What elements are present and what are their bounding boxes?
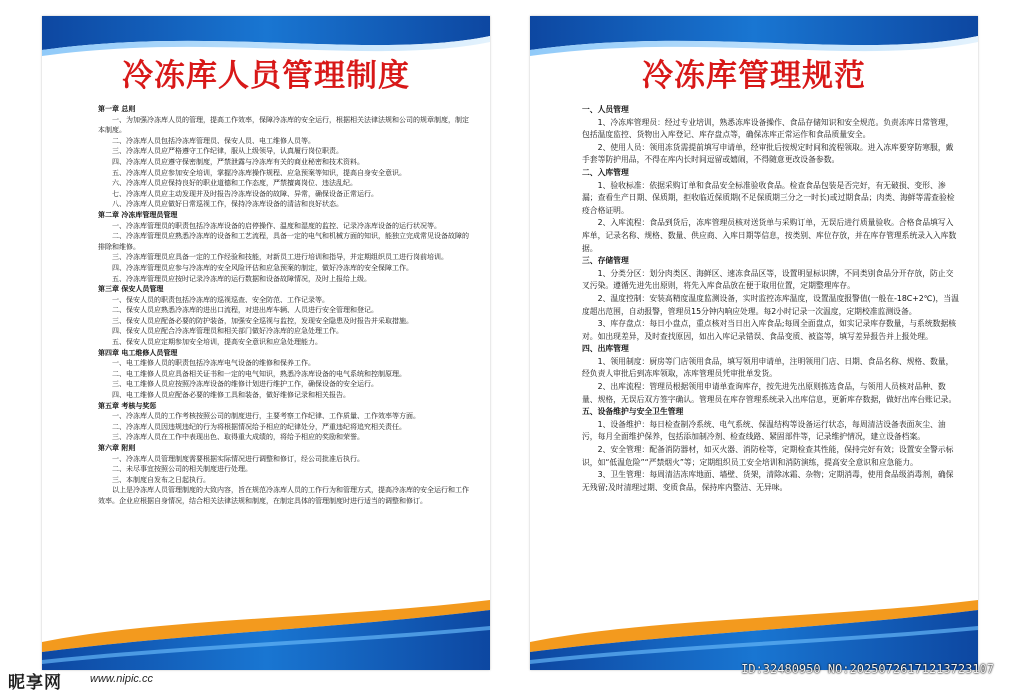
paragraph: 一、为加强冷冻库人员的管理，提高工作效率，保障冷冻库的安全运行，根据相关法律法规和公司的规章制度，制定本制度。 xyxy=(98,115,469,135)
watermark-url: www.nipic.cc xyxy=(90,673,153,685)
paragraph: 一、冷冻库人员管理制度需要根据实际情况进行调整和修订，经公司批准后执行。 xyxy=(112,454,364,463)
paragraph: 六、冷冻库人员应保持良好的职业道德和工作态度，严禁擅离岗位、违法乱纪。 xyxy=(112,179,357,188)
paragraph: 2、出库流程：管理员根据领用申请单查询库存，按先进先出原则拣选食品，与领用人员核对品种、数量、规格，无误后双方签字确认。管理员在库存管理系统录入出库信息，更新库存数据，做好出库台账记录。 xyxy=(582,382,957,404)
paragraph: 二、冷冻库人员因违规违纪的行为将根据情况给予相应的纪律处分，严重违纪将追究相关责任。 xyxy=(112,422,406,431)
paragraph: 二、冷冻库管理员应熟悉冷冻库的设备和工艺流程，具备一定的电气和机械方面的知识，能独立完成常见设备故障的排除和维修。 xyxy=(98,232,469,251)
paragraph: 2、入库流程：食品到货后，冻库管理员核对送货单与采购订单，无误后进行质量验收。合格食品填写入库单，记录名称、规格、数量、供应商、入库日期等信息，按类别、库位存放，并在库存管理系统录入入库数据。 xyxy=(582,218,957,253)
section-heading: 第五章 考核与奖惩 xyxy=(98,401,157,410)
poster-body xyxy=(582,104,960,626)
paragraph: 1、冷冻库管理员：经过专业培训，熟悉冻库设备操作、食品存储知识和安全规范。负责冻库日常管理，包括温度监控、货物出入库登记、库存盘点等，确保冻库正常运作和食品质量安全。 xyxy=(582,117,954,140)
section-heading: 第六章 附则 xyxy=(98,444,136,452)
paragraph: 以上是冷冻库人员管理制度的大致内容，旨在规范冷冻库人员的工作行为和管理方式，提高冷冻库的安全运行和工作效率。企业应根据自身情况，结合相关法律法规和制度，在制定具体的管理制度时进行适当的调整和修订。 xyxy=(98,486,469,505)
paragraph: 二、电工维修人员应具备相关证书和一定的电气知识，熟悉冷冻库设备的电气系统和控制原理。 xyxy=(112,369,406,378)
section-heading: 一、人员管理 xyxy=(582,105,629,114)
poster-right xyxy=(530,16,978,670)
paragraph: 三、冷冻库人员应严格遵守工作纪律，服从上级领导，认真履行岗位职责。 xyxy=(112,147,343,156)
paragraph: 1、验收标准：依据采购订单和食品安全标准验收食品。检查食品包装是否完好，有无破损、变形、渗漏；查看生产日期、保质期，拒收临近保质期(不足保质期三分之一时长)或过期食品；肉类、海鲜等需查验检疫合格证明。 xyxy=(582,180,955,215)
paragraph: 二、冷冻库人员包括冷冻库管理员、保安人员、电工维修人员等。 xyxy=(112,136,315,145)
paragraph: 一、保安人员的职责包括冷冻库的巡视巡查、安全防范、工作记录等。 xyxy=(112,295,329,304)
paragraph: 五、保安人员应定期参加安全培训，提高安全意识和应急处理能力。 xyxy=(112,338,322,347)
paragraph: 一、冷冻库管理员的职责包括冷冻库设备的启停操作、温度和湿度的监控、记录冷冻库设备的运行状况等。 xyxy=(112,221,441,230)
bottom-wave-decoration xyxy=(530,600,978,670)
poster-title: 冷冻库管理规范 xyxy=(642,58,866,94)
section-heading: 四、出库管理 xyxy=(582,344,629,354)
paragraph: 八、冷冻库人员应做好日常巡视工作，保持冷冻库设备的清洁和良好状态。 xyxy=(112,200,343,209)
section-heading: 第三章 保安人员管理 xyxy=(98,285,164,294)
section-heading: 第二章 冷冻库管理员管理 xyxy=(98,210,178,219)
paragraph: 一、冷冻库人员的工作考核按照公司的制度进行，主要考察工作纪律、工作质量、工作效率等方面。 xyxy=(112,412,420,421)
watermark-id: ID:32480950 NO:20250726171213723107 xyxy=(741,662,994,676)
paragraph: 五、冷冻库人员应参加安全培训，掌握冷冻库操作规程、应急预案等知识，提高自身安全意识。 xyxy=(112,168,406,177)
paragraph: 三、本制度自发布之日起执行。 xyxy=(112,475,210,484)
paragraph: 3、库存盘点：每日小盘点，重点核对当日出入库食品;每周全面盘点，如实记录库存数量，与系统数据核对。如出现差异，及时查找原因，如出入库记录错误、食品变质、被盗等，填写差异报告并上报处理。 xyxy=(582,319,957,341)
paragraph: 三、冷冻库人员在工作中表现出色、取得重大成绩的，将给予相应的奖励和荣誉。 xyxy=(112,433,364,442)
paragraph: 五、冷冻库管理员应按时记录冷冻库的运行数据和设备故障情况，及时上报给上级。 xyxy=(112,274,371,283)
paragraph: 三、保安人员应配备必要的防护装备，加强安全巡视与监控，发现安全隐患及时报告并采取措施。 xyxy=(112,316,413,325)
section-heading: 五、设备维护与安全卫生管理 xyxy=(582,407,684,417)
paragraph: 二、未尽事宜按照公司的相关制度进行处理。 xyxy=(112,465,252,474)
poster-left xyxy=(42,16,490,670)
paragraph: 1、设备维护：每日检查制冷系统、电气系统、保温结构等设备运行状态，每周清洁设备表面灰尘、油污，每月全面维护保养，包括添加制冷剂、检查线路、紧固部件等，记录维护情况，建立设备档案。 xyxy=(582,419,946,442)
section-heading: 二、入库管理 xyxy=(582,167,629,177)
paragraph: 四、冷冻库管理员应参与冷冻库的安全风险评估和应急预案的制定，做好冷冻库的安全保障工作。 xyxy=(112,263,413,272)
paragraph: 2、安全管理：配备消防器材，如灭火器、消防栓等，定期检查其性能，保持完好有效；设置安全警示标识，如“低温危险”“严禁烟火”等；定期组织员工安全培训和消防演练，提高安全意识和应急能力。 xyxy=(582,445,954,467)
paragraph: 2、温度控制：安装高精度温度监测设备，实时监控冻库温度，设置温度报警值(一般在-18C+2℃)，当温度超出范围，自动报警，管理员15分钟内响应处理。每2小时记录一次温度，定期校准监测设备。 xyxy=(582,293,959,316)
paragraph: 三、电工维修人员应按照冷冻库设备的维修计划进行维护工作，确保设备的安全运行。 xyxy=(112,380,378,389)
poster-title: 冷冻库人员管理制度 xyxy=(122,58,410,94)
paragraph: 三、冷冻库管理员应具备一定的工作经验和技能，对新员工进行培训和指导，并定期组织员工进行岗前培训。 xyxy=(112,253,448,262)
paragraph: 四、电工维修人员应配备必要的维修工具和装备，做好维修记录和相关报告。 xyxy=(112,391,350,400)
paragraph: 3、卫生管理：每周清洁冻库地面、墙壁、货架，清除冰霜、杂物；定期消毒，使用食品级消毒剂，确保无残留;及时清理过期、变质食品，保持库内整洁、无异味。 xyxy=(582,470,954,492)
paragraph: 四、冷冻库人员应遵守保密制度，严禁泄露与冷冻库有关的商业秘密和技术资料。 xyxy=(112,157,364,166)
paragraph: 四、保安人员应配合冷冻库管理员和相关部门做好冷冻库的应急处理工作。 xyxy=(112,327,343,336)
paragraph: 1、分类分区：划分肉类区、海鲜区、速冻食品区等，设置明显标识牌，不同类别食品分开存放，防止交叉污染。遵循先进先出原则，将先入库食品放在便于取用位置，定期整理库存。 xyxy=(582,268,954,291)
paragraph: 二、保安人员应熟悉冷冻库的进出口流程，对进出库车辆、人员进行安全管理和登记。 xyxy=(112,306,378,315)
poster-body xyxy=(98,104,472,626)
bottom-wave-decoration xyxy=(42,600,490,670)
paragraph: 一、电工维修人员的职责包括冷冻库电气设备的维修和保养工作。 xyxy=(112,359,315,368)
paragraph: 1、领用制度：厨房等门店领用食品，填写领用申请单，注明领用门店、日期、食品名称、规格、数量，经负责人审批后到冻库领取，冻库管理员凭审批单发货。 xyxy=(582,356,954,379)
watermark-brand: 昵享网 xyxy=(8,673,62,693)
section-heading: 三、存储管理 xyxy=(582,256,629,266)
section-heading: 第四章 电工维修人员管理 xyxy=(98,348,178,357)
paragraph: 2、使用人员：领用冻货需提前填写申请单，经审批后按规定时间和流程领取。进入冻库要穿防寒服，戴手套等防护用品，不得在库内长时间逗留或嬉闹，不得随意更改设备参数。 xyxy=(582,142,954,165)
section-heading: 第一章 总则 xyxy=(98,105,136,113)
paragraph: 七、冷冻库人员应主动发现并及时报告冷冻库设备的故障、异常，确保设备正常运行。 xyxy=(112,189,378,198)
